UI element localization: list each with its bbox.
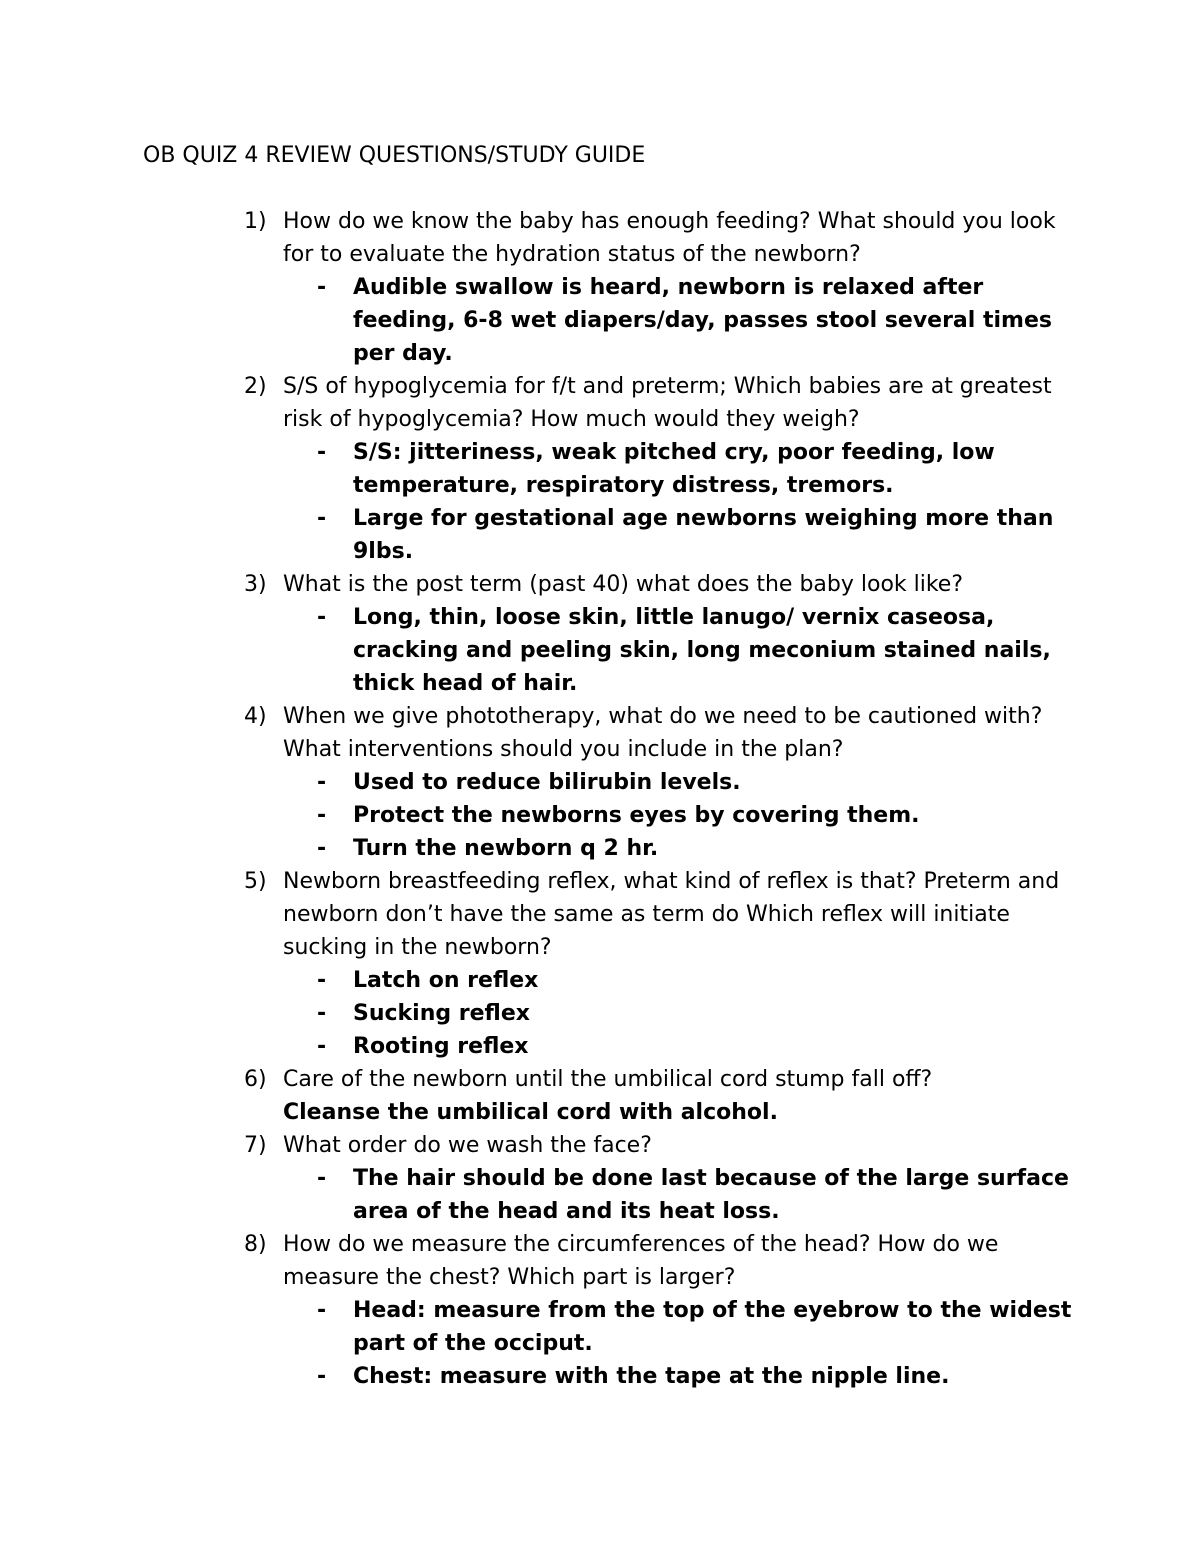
answer-item (283, 1360, 1073, 1393)
bullet-dash: - (317, 968, 327, 993)
answer-list (283, 436, 1083, 568)
answer-item (283, 271, 1073, 370)
answer-list (283, 601, 1083, 700)
question-text: Care of the newborn until the umbilical cord stump fall off? (283, 1067, 933, 1092)
bullet-dash: - (317, 275, 327, 300)
question-text: When we give phototherapy, what do we need to be cautioned with? What interventions should you include in the plan? (283, 704, 1043, 762)
question-item (0, 205, 1083, 370)
answer-text: Latch on reflex (353, 968, 539, 993)
answer-text: S/S: jitteriness, weak pitched cry, poor feeding, low temperature, respiratory distress, tremors. (353, 440, 995, 498)
bullet-dash: - (317, 440, 327, 465)
question-number: 8) (244, 1232, 267, 1257)
answer-item (283, 832, 1073, 865)
bullet-dash: - (317, 803, 327, 828)
question-text: How do we measure the circumferences of the head? How do we measure the chest? Which part is larger? (283, 1232, 999, 1290)
answer-item (283, 502, 1073, 568)
question-text: What order do we wash the face? (283, 1133, 652, 1158)
question-list (0, 205, 1200, 1393)
question-text: What is the post term (past 40) what does the baby look like? (283, 572, 964, 597)
answer-text: The hair should be done last because of the large surface area of the head and its heat loss. (353, 1166, 1069, 1224)
question-item (0, 1063, 1083, 1129)
answer-list (283, 1294, 1083, 1393)
answer-list (283, 271, 1083, 370)
question-text: S/S of hypoglycemia for f/t and preterm; Which babies are at greatest risk of hypoglycemia? How much would they weigh? (283, 374, 1052, 432)
answer-item (283, 997, 1073, 1030)
bullet-dash: - (317, 506, 327, 531)
question-item (0, 865, 1083, 1063)
question-number: 1) (244, 209, 267, 234)
question-item (0, 1228, 1083, 1393)
bullet-dash: - (317, 1034, 327, 1059)
question-number: 7) (244, 1133, 267, 1158)
answer-item (283, 1030, 1073, 1063)
answer-text: Long, thin, loose skin, little lanugo/ vernix caseosa, cracking and peeling skin, long meconium stained nails, thick head of hair. (353, 605, 1051, 696)
bullet-dash: - (317, 836, 327, 861)
answer-item (283, 1294, 1073, 1360)
question-number: 3) (244, 572, 267, 597)
bullet-dash: - (317, 1298, 327, 1323)
answer-list (283, 964, 1083, 1063)
answer-text: Audible swallow is heard, newborn is relaxed after feeding, 6-8 wet diapers/day, passes stool several times per day. (353, 275, 1052, 366)
question-number: 5) (244, 869, 267, 894)
bullet-dash: - (317, 770, 327, 795)
bullet-dash: - (317, 1001, 327, 1026)
answer-list (283, 1162, 1083, 1228)
question-text: How do we know the baby has enough feeding? What should you look for to evaluate the hydration status of the newborn? (283, 209, 1056, 267)
question-item (0, 700, 1083, 865)
answer-text: Large for gestational age newborns weighing more than 9lbs. (353, 506, 1054, 564)
answer-text: Protect the newborns eyes by covering them. (353, 803, 920, 828)
question-number: 4) (244, 704, 267, 729)
answer-item (283, 766, 1073, 799)
answer-item (283, 1162, 1073, 1228)
question-text: Newborn breastfeeding reflex, what kind of reflex is that? Preterm and newborn don’t have the same as term do Which reflex will initiate sucking in the newborn? (283, 869, 1060, 960)
question-number: 6) (244, 1067, 267, 1092)
answer-item (283, 964, 1073, 997)
answer-text: Sucking reflex (353, 1001, 530, 1026)
question-item (0, 370, 1083, 568)
answer-list (283, 766, 1083, 865)
answer-item (283, 601, 1073, 700)
bullet-dash: - (317, 1364, 327, 1389)
answer-item (283, 436, 1073, 502)
answer-text: Chest: measure with the tape at the nipple line. (353, 1364, 950, 1389)
answer-text: Used to reduce bilirubin levels. (353, 770, 741, 795)
question-number: 2) (244, 374, 267, 399)
answer-text: Turn the newborn q 2 hr. (353, 836, 659, 861)
question-item (0, 1129, 1083, 1228)
bullet-dash: - (317, 605, 327, 630)
inline-answer: Cleanse the umbilical cord with alcohol. (283, 1100, 778, 1125)
bullet-dash: - (317, 1166, 327, 1191)
answer-item (283, 799, 1073, 832)
answer-text: Head: measure from the top of the eyebrow to the widest part of the occiput. (353, 1298, 1072, 1356)
document-title: OB QUIZ 4 REVIEW QUESTIONS/STUDY GUIDE (143, 143, 646, 168)
question-item (0, 568, 1083, 700)
answer-text: Rooting reflex (353, 1034, 529, 1059)
